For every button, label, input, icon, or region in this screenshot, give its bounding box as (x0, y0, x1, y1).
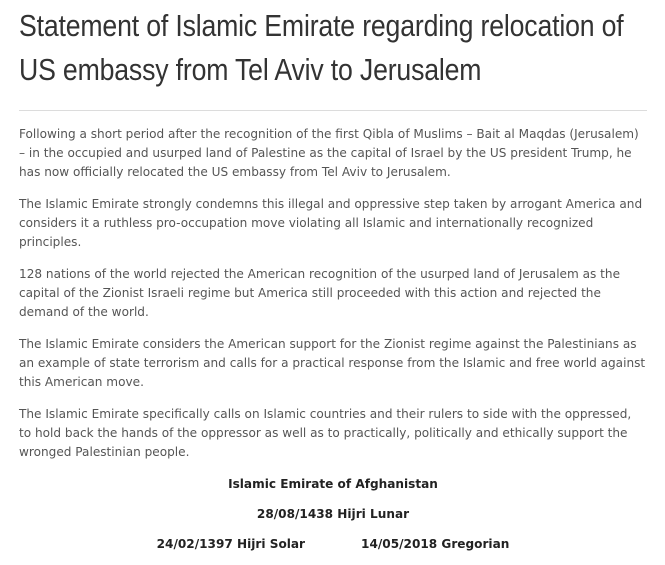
title-divider (19, 110, 647, 111)
signature-dates-spacer (305, 535, 361, 565)
paragraph-2: The Islamic Emirate strongly condemns this illegal and oppressive step taken by arrogant America and considers it a ruthless pro-occupation move violating all Islamic and internationally recognized principles. (19, 197, 643, 249)
paragraph-5: The Islamic Emirate specifically calls on Islamic countries and their rulers to side with the oppressed, to hold back the hands of the oppressor as well as to practically, politically and ethically support the wronged Palestinian people. (19, 407, 632, 459)
paragraph-3: 128 nations of the world rejected the American recognition of the usurped land of Jerusalem as the capital of the Zionist Israeli regime but America still proceeded with this action and rejected the demand of the world. (19, 267, 621, 319)
signature-block (19, 475, 647, 565)
article-body (19, 125, 647, 462)
signature-date-solar: 24/02/1397 Hijri Solar (156, 537, 306, 551)
signature-date-lunar: 28/08/1438 Hijri Lunar (256, 507, 410, 521)
paragraph-1: Following a short period after the recognition of the first Qibla of Muslims – Bait al Maqdas (Jerusalem) – in the occupied and usurped land of Palestine as the capital of Israel by the US president Trump, he has now officially relocated the US embassy from Tel Aviv to Jerusalem. (19, 127, 639, 179)
paragraph-4: The Islamic Emirate considers the American support for the Zionist regime against the Palestinians as an example of state terrorism and calls for a practical response from the Islamic and free world against this American move. (19, 337, 646, 389)
signature-organization: Islamic Emirate of Afghanistan (228, 477, 438, 491)
signature-date-gregorian: 14/05/2018 Gregorian (361, 537, 510, 551)
signature-dates-row (19, 535, 647, 565)
article-title: Statement of Islamic Emirate regarding relocation of US embassy from Tel Aviv to Jerusalem (19, 8, 624, 87)
